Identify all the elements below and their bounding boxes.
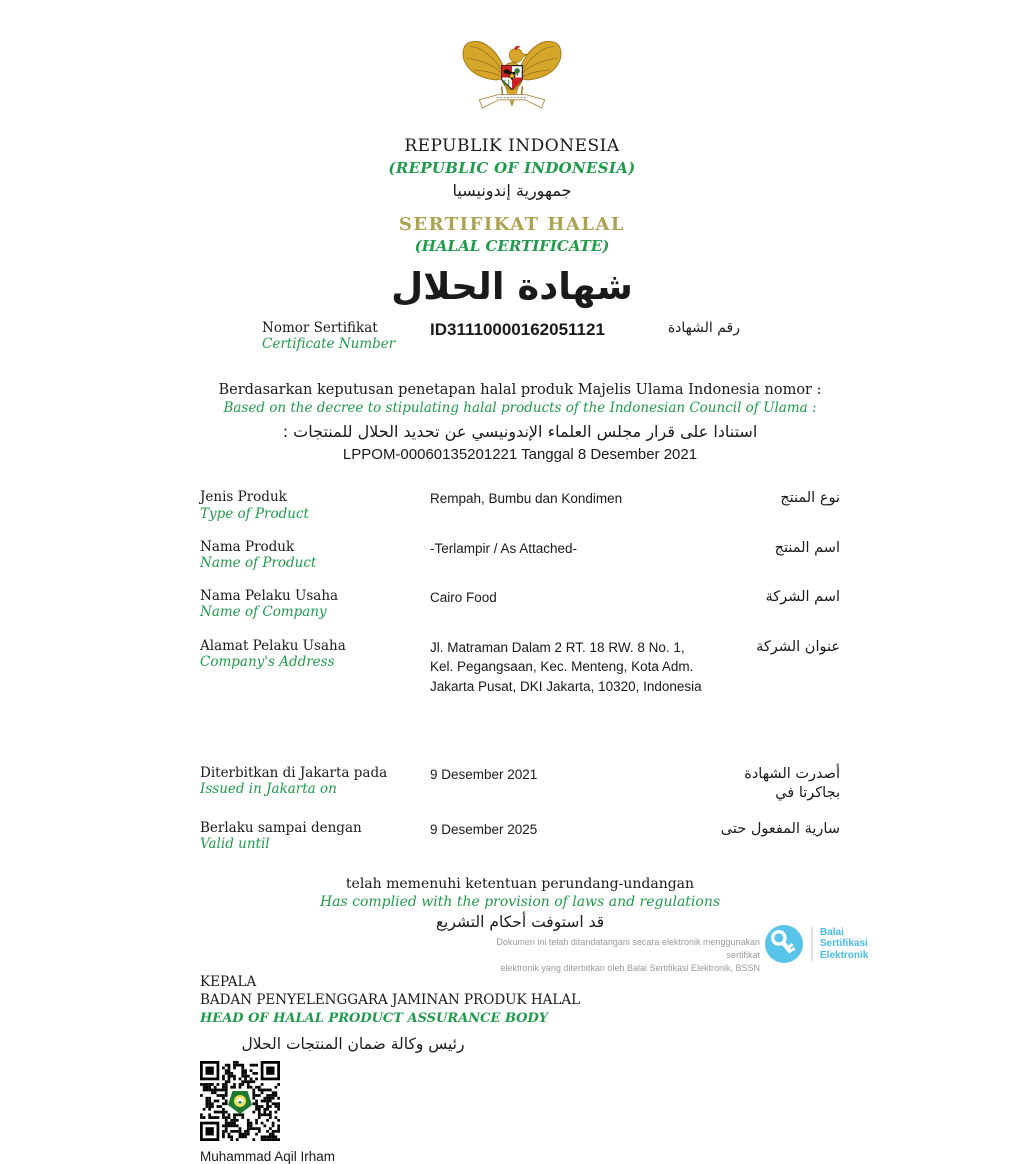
field-value: 9 Desember 2021 [430, 767, 538, 783]
field-label-en: Issued in Jakarta on [200, 781, 337, 798]
decree-number-line: LPPOM-00060135201221 Tanggal 8 Desember 2021 [342, 446, 698, 464]
balai-logo-line1: Balai [820, 926, 844, 938]
field-label-ar: اسم الشركة [765, 589, 840, 606]
country-name-id: REPUBLIK INDONESIA [404, 136, 620, 156]
field-label-id: Berlaku sampai dengan [200, 819, 362, 836]
field-label-ar: نوع المنتج [780, 490, 840, 507]
balai-logo-line3: Elektronik [820, 949, 869, 961]
field-label-ar: سارية المفعول حتى [720, 820, 840, 837]
country-name-ar: جمهورية إندونيسيا [452, 181, 572, 200]
field-label-en: Name of Company [200, 604, 327, 621]
compliance-line-en: Has complied with the provision of laws and regulations [319, 894, 721, 911]
cert-number-label-en: Certificate Number [262, 336, 396, 353]
field-value: Jl. Matraman Dalam 2 RT. 18 RW. 8 No. 1, Kel. Pegangsaan, Kec. Menteng, Kota Adm. Jakarta Pusat, DKI Jakarta, 10320, Indonesia [430, 639, 702, 694]
note-line-1: Dokumen ini telah ditandatangani secara elektronik menggunakan sertifikat [496, 937, 760, 961]
qr-code-kemenag [200, 1061, 280, 1141]
field-value: Rempah, Bumbu dan Kondimen [430, 491, 623, 507]
field-label-id: Nama Pelaku Usaha [200, 588, 339, 605]
field-label-en: Type of Product [200, 505, 309, 522]
signatory-name: Muhammad Aqil Irham [200, 1149, 336, 1164]
note-line-2: elektronik yang diterbitkan oleh Balai Sertifikasi Elektronik, BSSN [500, 963, 760, 974]
certificate-number-row [200, 320, 840, 352]
garuda-icon [460, 30, 564, 122]
decree-block [200, 382, 840, 463]
logo-divider [811, 927, 813, 961]
certificate-fields [200, 489, 840, 852]
field-label-ar: أصدرت الشهادة بجاكرتا في [744, 766, 840, 802]
electronic-signature-note [480, 936, 760, 975]
field-row-valid-until [200, 820, 840, 852]
balai-logo-line2: Sertifikasi [820, 938, 868, 950]
field-label-id: Jenis Produk [200, 489, 287, 506]
field-value: -Terlampir / As Attached- [430, 540, 578, 556]
compliance-line-ar: قد استوفت أحكام التشريع [435, 913, 605, 932]
balai-sertifikasi-elektronik-logo [764, 924, 868, 964]
certificate-header [0, 0, 1024, 308]
bsre-key-icon [764, 924, 804, 964]
signatory-title-ar: رئيس وكالة ضمان المنتجات الحلال [241, 1035, 465, 1054]
country-name-en: (REPUBLIC OF INDONESIA) [388, 159, 636, 177]
field-label-en: Name of Product [200, 554, 317, 571]
field-label-id: Diterbitkan di Jakarta pada [200, 765, 388, 782]
signatory-title-line1: KEPALA [200, 974, 257, 991]
signatory-title-line2: BADAN PENYELENGGARA JAMINAN PRODUK HALAL [200, 992, 581, 1009]
field-label-en: Valid until [200, 836, 270, 853]
cert-number-label-id: Nomor Sertifikat [262, 320, 378, 336]
field-label-ar: اسم المنتج [774, 539, 840, 556]
field-label-id: Nama Produk [200, 538, 295, 555]
certificate-title-en: (HALAL CERTIFICATE) [414, 237, 610, 255]
field-row-product-name [200, 539, 840, 571]
signatory-title-en: HEAD OF HALAL PRODUCT ASSURANCE BODY [200, 1010, 549, 1026]
decree-line-en: Based on the decree to stipulating halal products of the Indonesian Council of Ulama : [223, 400, 817, 417]
cert-number-label-ar: رقم الشهادة [667, 320, 740, 336]
cert-number-value: ID31110000162051121 [430, 320, 605, 339]
garuda-pancasila-emblem [460, 30, 564, 122]
field-label-ar: عنوان الشركة [756, 638, 840, 655]
field-label-en: Company's Address [200, 653, 335, 670]
certificate-title-ar: شهادة الحلال [391, 265, 633, 308]
certificate-title-id: SERTIFIKAT HALAL [398, 214, 626, 235]
field-row-company-address [200, 638, 840, 697]
decree-line-id: Berdasarkan keputusan penetapan halal produk Majelis Ulama Indonesia nomor : [218, 382, 822, 399]
compliance-line-id: telah memenuhi ketentuan perundang-undangan [345, 876, 695, 893]
signature-block [200, 973, 840, 1164]
field-value: 9 Desember 2025 [430, 821, 538, 837]
field-row-issued-date [200, 765, 840, 803]
field-label-id: Alamat Pelaku Usaha [200, 637, 346, 654]
field-value: Cairo Food [430, 590, 497, 606]
decree-line-ar: استنادا على قرار مجلس العلماء الإندونيسي عن تحديد الحلال للمنتجات : [282, 422, 758, 442]
field-row-product-type [200, 489, 840, 521]
field-row-company-name [200, 588, 840, 620]
compliance-statement [200, 876, 840, 931]
